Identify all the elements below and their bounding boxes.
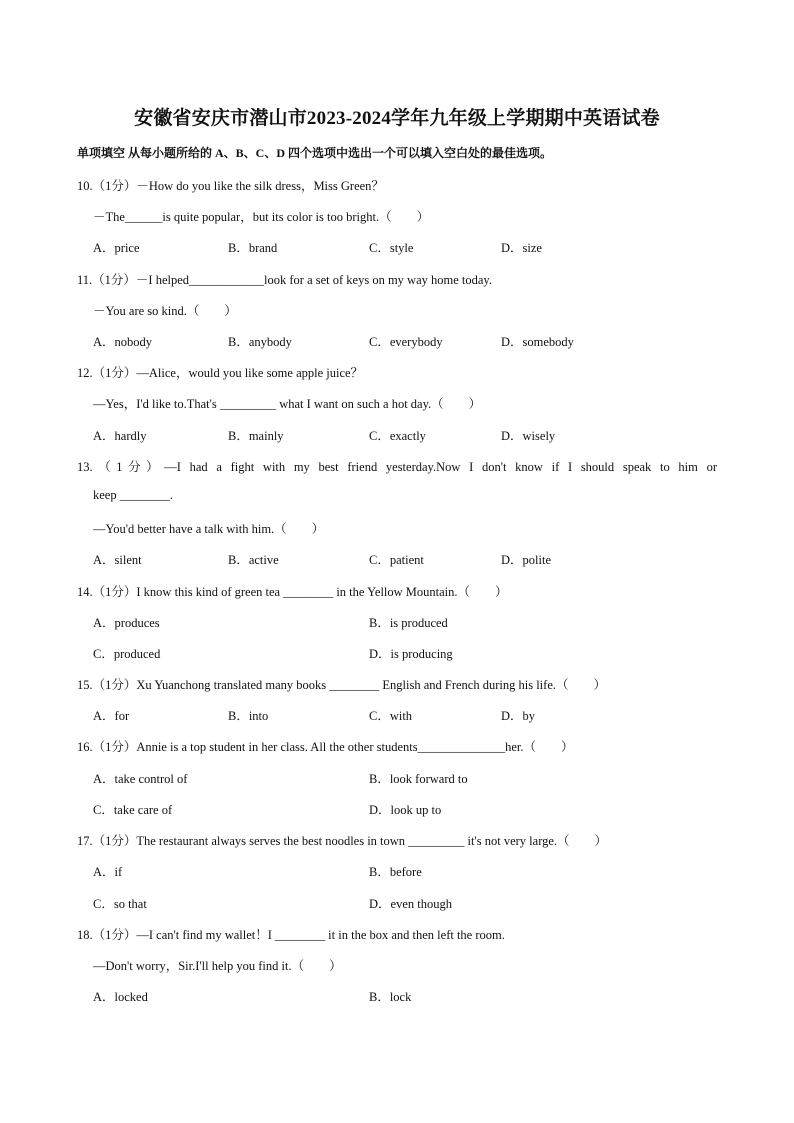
question-13-line-2: keep ________.: [93, 488, 173, 502]
question-14-option-a[interactable]: A．produces: [93, 616, 160, 630]
question-15-option-d[interactable]: D．by: [501, 709, 536, 723]
question-12-option-c[interactable]: C．exactly: [369, 429, 426, 443]
question-11-option-d[interactable]: D．somebody: [501, 335, 574, 349]
question-10-option-d[interactable]: D．size: [501, 241, 542, 255]
question-10-line-2: －The______is quite popular，but its color is too bright.（ ）: [93, 210, 430, 224]
question-17-option-d[interactable]: D．even though: [369, 897, 452, 911]
question-13-option-a[interactable]: A．silent: [93, 553, 142, 567]
question-17-option-b[interactable]: B．before: [369, 865, 422, 879]
question-18-stem: 18.（1分）—I can't find my wallet！I ________ it in the box and then left the room.: [77, 928, 505, 942]
question-11-stem: 11.（1分）－I helped____________look for a set of keys on my way home today.: [77, 273, 492, 287]
section-instruction: 单项填空 从每小题所给的 A、B、C、D 四个选项中选出一个可以填入空白处的最佳选项。: [77, 146, 553, 160]
question-16-stem: 16.（1分）Annie is a top student in her class. All the other students______________her.（ ）: [77, 740, 574, 754]
question-14-option-c[interactable]: C．produced: [93, 647, 161, 661]
question-14-option-b[interactable]: B．is produced: [369, 616, 448, 630]
question-11-option-a[interactable]: A．nobody: [93, 335, 153, 349]
question-15-option-a[interactable]: A．for: [93, 709, 130, 723]
question-17-option-a[interactable]: A．if: [93, 865, 123, 879]
question-10-option-a[interactable]: A．price: [93, 241, 140, 255]
question-11-option-c[interactable]: C．everybody: [369, 335, 443, 349]
question-12-line-2: —Yes，I'd like to.That's _________ what I want on such a hot day.（ ）: [93, 397, 482, 411]
question-10-option-c[interactable]: C．style: [369, 241, 414, 255]
question-10-stem: 10.（1分）－How do you like the silk dress，Miss Green？: [77, 179, 384, 193]
question-15-stem: 15.（1分）Xu Yuanchong translated many books ________ English and French during his life.（ ）: [77, 678, 606, 692]
question-17-option-c[interactable]: C．so that: [93, 897, 147, 911]
question-13-line-3: —You'd better have a talk with him.（ ）: [93, 522, 325, 536]
page-title: 安徽省安庆市潜山市2023-2024学年九年级上学期期中英语试卷: [134, 108, 660, 129]
question-12-option-a[interactable]: A．hardly: [93, 429, 147, 443]
question-15-option-b[interactable]: B．into: [228, 709, 269, 723]
question-17-stem: 17.（1分）The restaurant always serves the best noodles in town _________ it's not very large.（ ）: [77, 834, 608, 848]
question-10-option-b[interactable]: B．brand: [228, 241, 278, 255]
question-12-stem: 12.（1分）—Alice，would you like some apple juice？: [77, 366, 364, 380]
question-15-option-c[interactable]: C．with: [369, 709, 413, 723]
question-12-option-d[interactable]: D．wisely: [501, 429, 556, 443]
question-12-option-b[interactable]: B．mainly: [228, 429, 284, 443]
question-16-option-d[interactable]: D．look up to: [369, 803, 442, 817]
question-13-option-d[interactable]: D．polite: [501, 553, 551, 567]
question-13-stem: 13.（1分）—I had a fight with my best friend yesterday.Now I don't know if I should speak to him or: [77, 460, 717, 474]
question-18-line-2: —Don't worry，Sir.I'll help you find it.（ ）: [93, 959, 342, 973]
question-14-stem: 14.（1分）I know this kind of green tea ________ in the Yellow Mountain.（ ）: [77, 585, 508, 599]
question-16-option-c[interactable]: C．take care of: [93, 803, 173, 817]
question-11-option-b[interactable]: B．anybody: [228, 335, 292, 349]
question-13-option-b[interactable]: B．active: [228, 553, 279, 567]
question-18-option-a[interactable]: A．locked: [93, 990, 148, 1004]
question-14-option-d[interactable]: D．is producing: [369, 647, 453, 661]
question-16-option-b[interactable]: B．look forward to: [369, 772, 468, 786]
question-16-option-a[interactable]: A．take control of: [93, 772, 188, 786]
question-11-line-2: －You are so kind.（ ）: [93, 304, 237, 318]
question-18-option-b[interactable]: B．lock: [369, 990, 412, 1004]
question-13-option-c[interactable]: C．patient: [369, 553, 424, 567]
